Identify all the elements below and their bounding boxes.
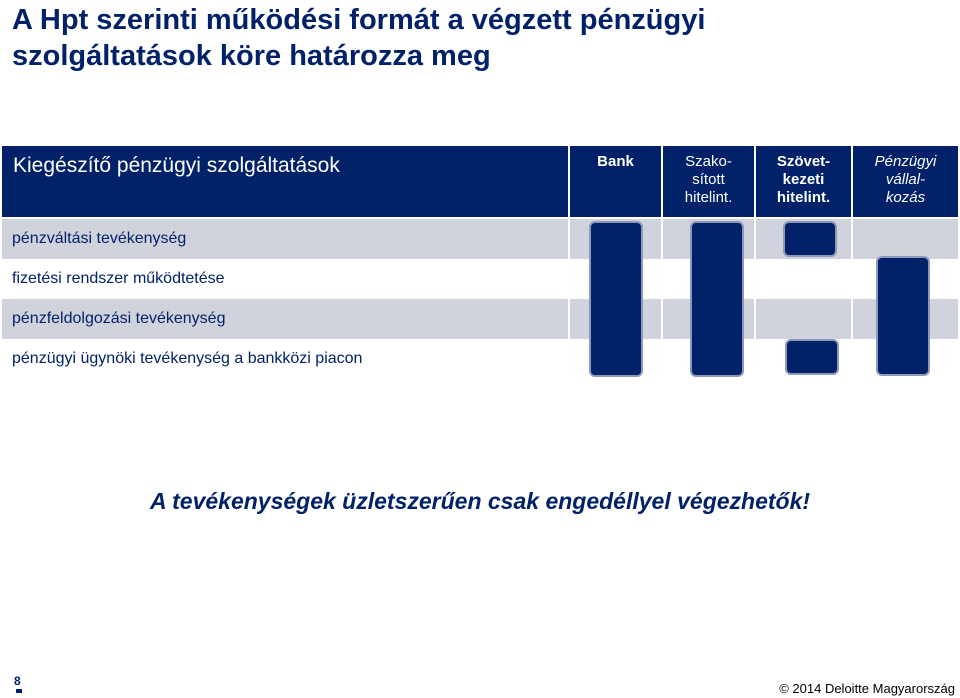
page-number: 8	[14, 674, 21, 688]
column-header-cooperative	[756, 146, 851, 217]
column-header-bank	[570, 146, 661, 217]
availability-marker-specialized	[690, 221, 744, 377]
table-row-payment-system	[2, 259, 568, 299]
row-label: pénzfeldolgozási tevékenység	[12, 310, 226, 327]
column-header-financial-enterprise	[853, 146, 958, 217]
slide-title	[12, 2, 705, 74]
copyright-notice: © 2014 Deloitte Magyarország	[779, 681, 955, 696]
table-row-currency-exchange	[2, 219, 568, 259]
row-label: fizetési rendszer működtetése	[12, 270, 225, 287]
slide-title-line-1: A Hpt szerinti működési formát a végzett pénzügyi	[12, 4, 706, 36]
table-row-interbank-agent	[2, 339, 568, 379]
column-header-specialized	[663, 146, 754, 217]
row-label: pénzügyi ügynöki tevékenység a bankközi piacon	[12, 350, 363, 367]
column-header-financial-enterprise-label: Pénzügyi vállal- kozás	[874, 153, 937, 206]
availability-marker-cooperative-agent	[785, 339, 839, 375]
column-header-specialized-label: Szako- sított hitelint.	[684, 153, 733, 206]
page-number-marker	[16, 689, 22, 693]
row-label: pénzváltási tevékenység	[12, 230, 187, 247]
availability-marker-financial-enterprise	[876, 256, 930, 376]
grid-cell	[756, 299, 851, 339]
column-header-cooperative-label: Szövet- kezeti hitelint.	[776, 153, 831, 206]
slide-title-line-2: szolgáltatások köre határozza meg	[12, 40, 491, 72]
table-header-left	[2, 146, 568, 217]
availability-marker-bank	[589, 221, 643, 377]
table-row-cash-processing	[2, 299, 568, 339]
table-header-label: Kiegészítő pénzügyi szolgáltatások	[13, 154, 340, 177]
license-requirement-note: A tevékenységek üzletszerűen csak engedéllyel végezhetők!	[149, 488, 811, 514]
column-header-bank-label: Bank	[597, 153, 634, 170]
grid-cell	[853, 219, 958, 259]
availability-marker-cooperative-exchange	[783, 221, 837, 257]
